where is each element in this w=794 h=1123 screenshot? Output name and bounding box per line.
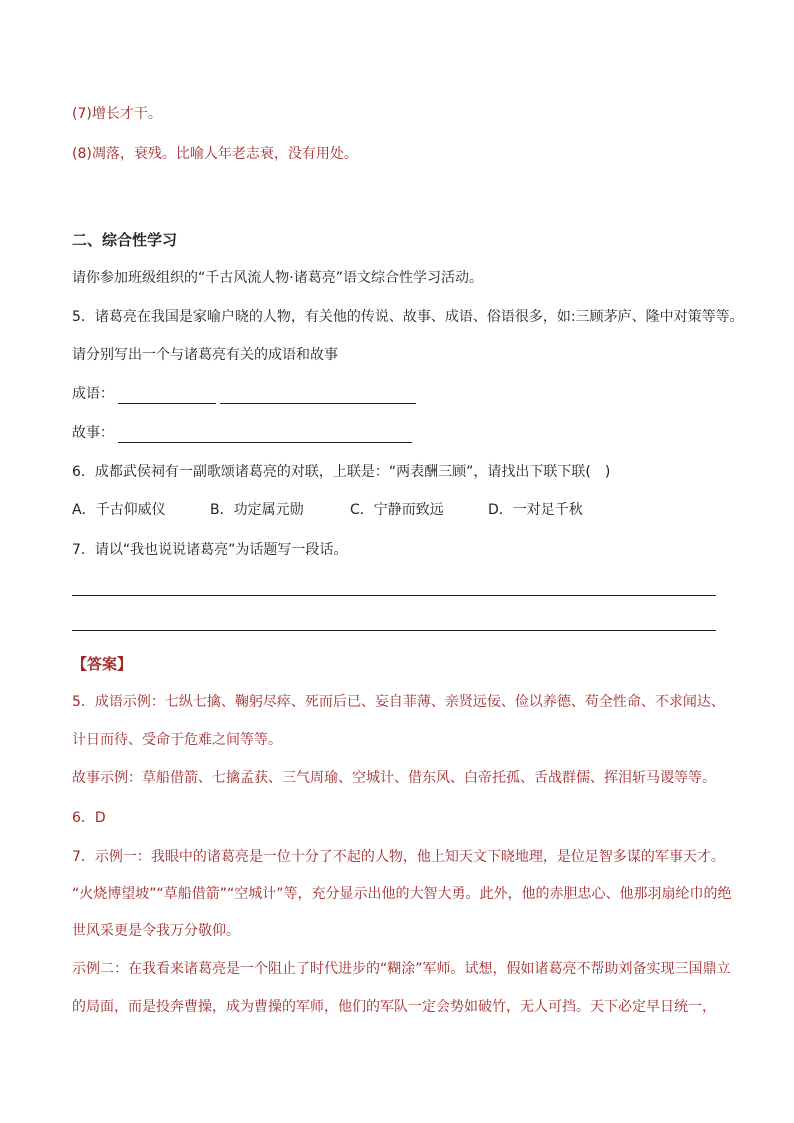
answer-7-line-3: 世风采更是令我万分敬仰。 [72,923,240,939]
idiom-answer-row [72,384,416,404]
answer-7-line-2: “火烧博望坡”“草船借箭”“空城计”等，充分显示出他的大智大勇。此外，他的赤胆忠心、他那羽扇纶巾的绝 [72,886,732,902]
q6-option-a[interactable]: A．千古仰威仪 [72,502,166,518]
idiom-blank-1[interactable] [118,389,216,404]
story-blank[interactable] [118,428,412,443]
answer-5-line-2: 计日而待、受命于危难之间等等。 [72,732,282,748]
section-title: 二、综合性学习 [72,231,178,249]
answer-5-story: 故事示例：草船借箭、七擒孟获、三气周瑜、空城计、借东风、白帝托孤、舌战群儒、挥泪斩马谡等等。 [72,770,716,786]
writing-line-1[interactable] [72,595,716,596]
answer-7-line-5: 的局面，而是投奔曹操，成为曹操的军师，他们的军队一定会势如破竹，无人可挡。天下必定早日统一， [72,999,716,1015]
note-7: (7)增长才干。 [72,106,162,122]
writing-line-2[interactable] [72,630,716,631]
answer-5-line-1: 5．成语示例：七纵七擒、鞠躬尽瘁、死而后已、妄自菲薄、亲贤远佞、俭以养德、苟全性命、不求闻达、 [72,694,725,710]
q7-stem: 7．请以“我也说说诸葛亮”为话题写一段话。 [72,542,348,558]
note-8: (8)凋落，衰残。比喻人年老志衰，没有用处。 [72,146,358,162]
q5-line-1: 5．诸葛亮在我国是家喻户晓的人物，有关他的传说、故事、成语、俗语很多，如:三顾茅庐、隆中对策等等。 [72,309,744,325]
q6-option-b[interactable]: B．功定属元勋 [210,502,304,518]
idiom-blank-2[interactable] [220,389,416,404]
q5-line-2: 请分别写出一个与诸葛亮有关的成语和故事 [72,347,338,363]
answer-tag: 【答案】 [72,655,133,673]
story-label: 故事： [72,425,114,441]
story-answer-row [72,423,412,443]
answer-7-line-1: 7．示例一：我眼中的诸葛亮是一位十分了不起的人物，他上知天文下晓地理，是位足智多谋的军事天才。 [72,849,725,865]
idiom-label: 成语： [72,386,114,402]
q6-stem: 6．成都武侯祠有一副歌颂诸葛亮的对联，上联是：“两表酬三顾”，请找出下联下联( ) [72,464,611,480]
answer-7-line-4: 示例二：在我看来诸葛亮是一个阻止了时代进步的“糊涂”军师。试想，假如诸葛亮不帮助刘备实现三国鼎立 [72,961,731,977]
q6-options [72,500,583,520]
answer-6: 6．D [72,810,106,826]
section-intro: 请你参加班级组织的“千古风流人物·诸葛亮”语文综合性学习活动。 [72,270,483,286]
q6-option-c[interactable]: C．宁静而致远 [350,502,444,518]
q6-option-d[interactable]: D．一对足千秋 [488,502,583,518]
